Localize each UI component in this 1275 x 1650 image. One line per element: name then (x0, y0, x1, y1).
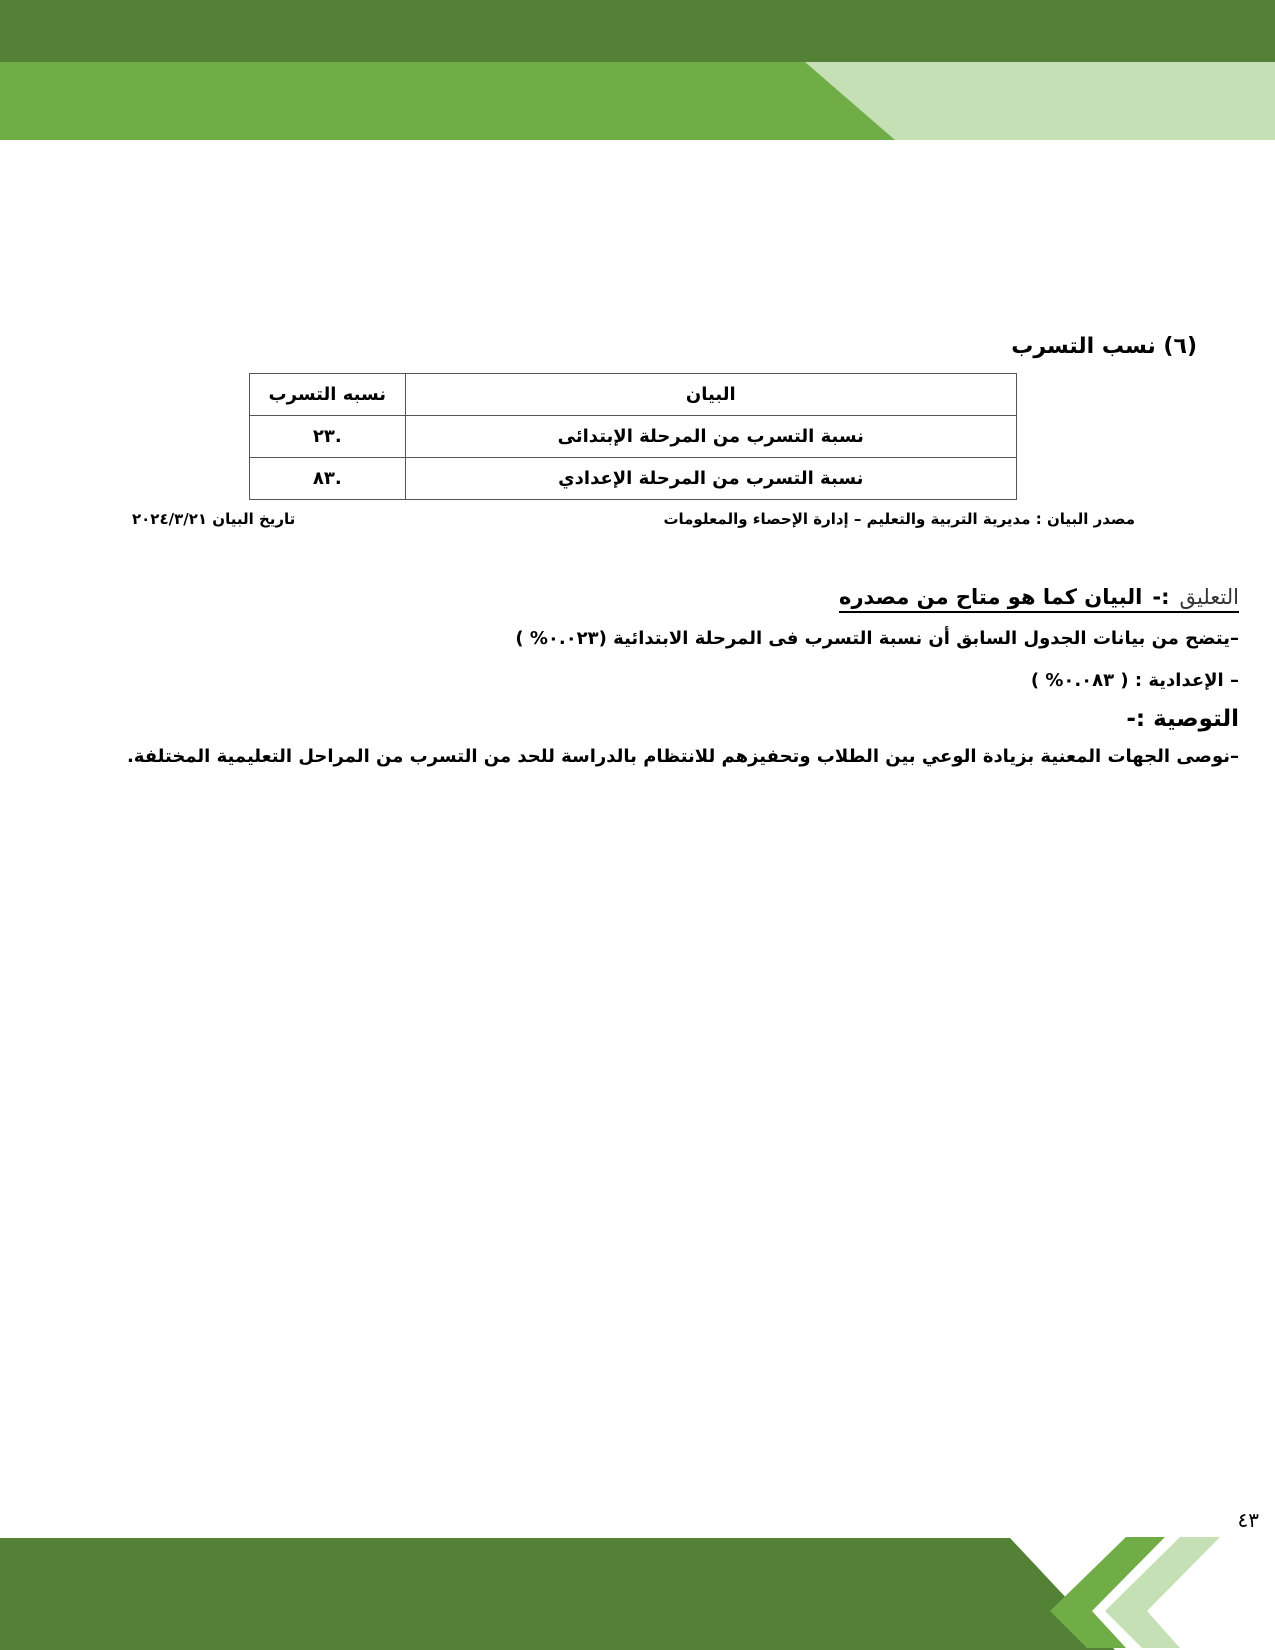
dropout-table (249, 373, 1017, 500)
header-description: البيان (405, 374, 1016, 416)
data-source: مصدر البيان : مديرية التربية والتعليم – إدارة الإحصاء والمعلومات (663, 510, 1135, 528)
header-banner (0, 0, 1275, 140)
section-title: (٦) نسب التسرب (1011, 334, 1197, 359)
row-rate: .٢٣ (250, 416, 406, 458)
comment-label: التعليق (1179, 585, 1239, 609)
footer-banner (0, 1535, 1275, 1650)
data-date: تاريخ البيان ٢٠٢٤/٣/٢١ (132, 510, 296, 528)
table-row (250, 458, 1017, 500)
comment-heading (839, 585, 1239, 613)
row-description: نسبة التسرب من المرحلة الإعدادي (405, 458, 1016, 500)
header-rate: نسبه التسرب (250, 374, 406, 416)
recommendation-text: –نوصى الجهات المعنية بزيادة الوعي بين الطلاب وتحفيزهم للانتظام بالدراسة للحد من التسرب من المراحل التعليمية المختلفة. (126, 746, 1239, 767)
table-row (250, 416, 1017, 458)
page-number: ٤٣ (1237, 1508, 1259, 1532)
table-header-row (250, 374, 1017, 416)
comment-line-1: –يتضح من بيانات الجدول السابق أن نسبة التسرب فى المرحلة الابتدائية (٠.٠٢٣% ) (515, 628, 1239, 649)
comment-text: البيان كما هو متاح من مصدره (839, 585, 1143, 609)
recommendation-heading: التوصية :- (1126, 706, 1239, 732)
row-rate: .٨٣ (250, 458, 406, 500)
comment-separator: :- (1152, 585, 1170, 609)
row-description: نسبة التسرب من المرحلة الإبتدائى (405, 416, 1016, 458)
comment-line-2: – الإعدادية : ( ٠.٠٨٣% ) (1030, 670, 1239, 691)
